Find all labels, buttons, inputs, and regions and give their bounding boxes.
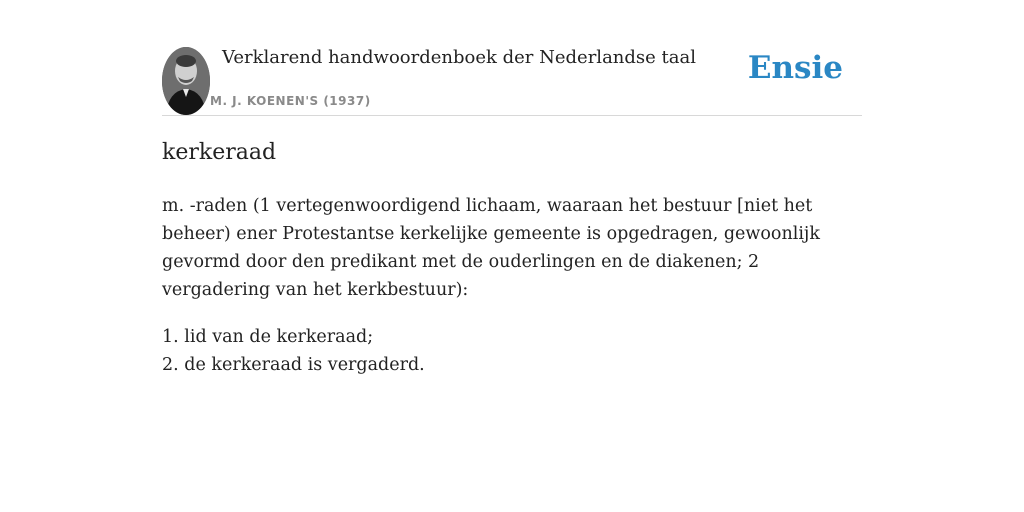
example-list — [162, 323, 862, 379]
author-portrait-icon — [162, 47, 210, 115]
entry-definition: m. -raden (1 vertegenwoordigend lichaam, waaraan het bestuur [niet het beheer) ener Protestantse kerkelijke gemeente is opgedragen, gewoonlijk gevormd door den predikant met de ouderlingen en de diakenen; 2 vergadering van het kerkbestuur): — [162, 196, 820, 300]
example-item: 1. lid van de kerkeraad; — [162, 327, 374, 347]
dictionary-author: M. J. KOENEN'S (1937) — [210, 94, 371, 108]
ensie-logo-link[interactable]: Ensie — [747, 50, 843, 86]
site-header — [162, 44, 862, 116]
example-item: 2. de kerkeraad is vergaderd. — [162, 355, 425, 375]
entry-headword: kerkeraad — [162, 140, 277, 165]
dictionary-title: Verklarend handwoordenboek der Nederlandse taal — [222, 47, 696, 68]
